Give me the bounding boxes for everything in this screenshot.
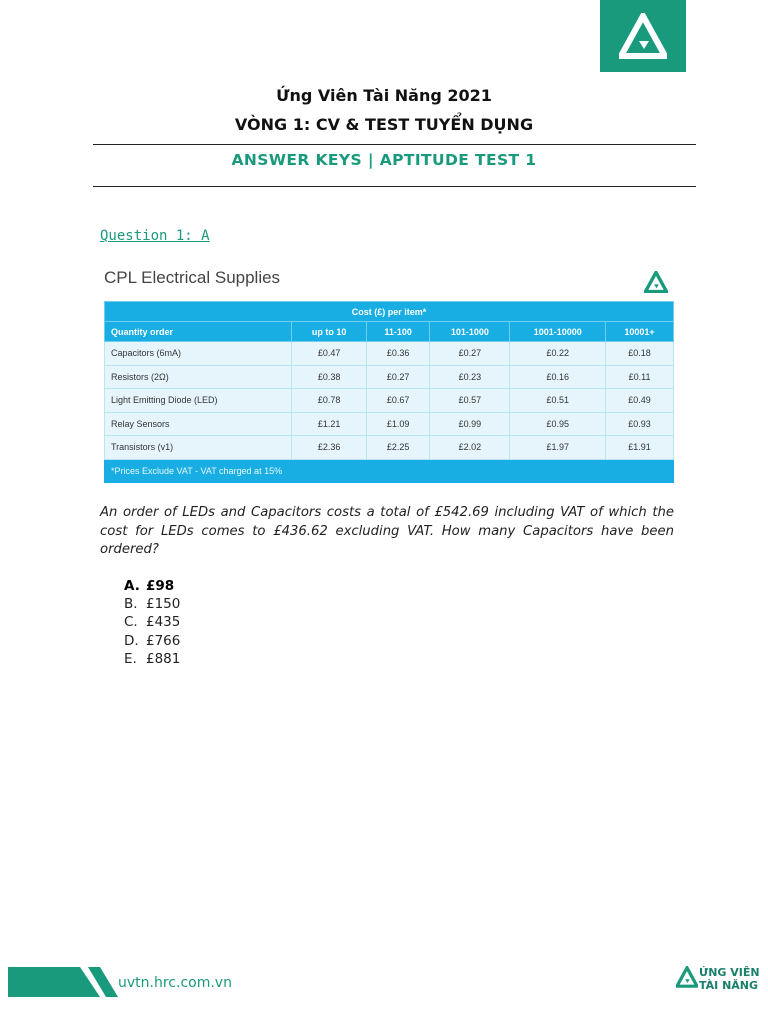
footer-brand-line1: ỨNG VIÊN (699, 966, 760, 979)
table-cell: £0.38 (292, 365, 366, 389)
answer-option-letter: C. (124, 614, 138, 631)
answer-options (124, 577, 180, 668)
table-column-header: 10001+ (606, 322, 674, 342)
table-cell: £0.27 (430, 342, 510, 366)
table-row-label: Transistors (v1) (105, 436, 292, 460)
table-cell: £2.02 (430, 436, 510, 460)
table-cell: £0.18 (606, 342, 674, 366)
table-row-label: Relay Sensors (105, 412, 292, 436)
answer-option-text: £435 (146, 614, 181, 631)
table-cell: £0.16 (510, 365, 606, 389)
table-row-label: Capacitors (6mA) (105, 342, 292, 366)
table-cell: £0.23 (430, 365, 510, 389)
divider-top (93, 144, 696, 145)
brand-logo (600, 0, 686, 72)
table-row (105, 365, 674, 389)
answer-option (124, 595, 180, 613)
table-column-header: 101-1000 (430, 322, 510, 342)
answer-option (124, 632, 180, 650)
table-cell: £0.51 (510, 389, 606, 413)
table-cell: £0.57 (430, 389, 510, 413)
table-cell: £0.47 (292, 342, 366, 366)
table-column-header: Quantity order (105, 322, 292, 342)
question-heading: Question 1: A (100, 228, 210, 244)
answer-option-text: £150 (146, 596, 181, 613)
table-cell: £1.09 (366, 412, 430, 436)
price-table (104, 301, 674, 483)
triangle-logo-icon (676, 966, 698, 988)
table-cell: £0.67 (366, 389, 430, 413)
page-title: Ứng Viên Tài Năng 2021 (276, 86, 492, 105)
table-cell: £2.25 (366, 436, 430, 460)
page-subtitle: VÒNG 1: CV & TEST TUYỂN DỤNG (234, 115, 534, 134)
table-cell: £0.93 (606, 412, 674, 436)
answer-option-letter: A. (124, 578, 140, 594)
answer-option (124, 577, 180, 595)
table-row-label: Resistors (2Ω) (105, 365, 292, 389)
section-title: ANSWER KEYS | APTITUDE TEST 1 (231, 151, 537, 169)
footer-brand (699, 966, 760, 992)
table-cell: £0.11 (606, 365, 674, 389)
table-group-header-row (105, 302, 674, 322)
table-row-label: Light Emitting Diode (LED) (105, 389, 292, 413)
table-cell: £0.22 (510, 342, 606, 366)
table-group-header: Cost (£) per item* (105, 302, 674, 322)
table-cell: £2.36 (292, 436, 366, 460)
table-cell: £0.27 (366, 365, 430, 389)
table-header-row (105, 322, 674, 342)
table-cell: £0.78 (292, 389, 366, 413)
table-row (105, 412, 674, 436)
answer-option-letter: D. (124, 632, 139, 649)
table-cell: £1.97 (510, 436, 606, 460)
table-card-title: CPL Electrical Supplies (104, 268, 281, 287)
question-text: An order of LEDs and Capacitors costs a total of £542.69 including VAT of which the cost for LEDs comes to £436.62 excluding VAT. How many Capacitors have been ordered? (100, 505, 674, 557)
table-cell: £0.95 (510, 412, 606, 436)
answer-option (124, 650, 180, 668)
table-row (105, 389, 674, 413)
table-cell: £0.49 (606, 389, 674, 413)
divider-bottom (93, 186, 696, 187)
table-footnote: *Prices Exclude VAT - VAT charged at 15% (105, 459, 674, 482)
table-body (105, 342, 674, 460)
footer-stripe (8, 967, 118, 997)
answer-option-text: £766 (146, 632, 181, 649)
answer-option (124, 613, 180, 631)
table-row (105, 342, 674, 366)
table-cell: £0.99 (430, 412, 510, 436)
answer-option-letter: E. (124, 650, 137, 667)
table-cell: £1.21 (292, 412, 366, 436)
table-column-header: 11-100 (366, 322, 430, 342)
triangle-logo-icon (644, 271, 668, 293)
table-cell: £1.91 (606, 436, 674, 460)
table-footer-row (105, 459, 674, 482)
triangle-logo-icon (619, 13, 667, 59)
answer-option-letter: B. (124, 596, 138, 613)
footer-url: uvtn.hrc.com.vn (118, 975, 232, 991)
answer-option-text: £98 (146, 578, 175, 594)
table-cell: £0.36 (366, 342, 430, 366)
table-column-header: 1001-10000 (510, 322, 606, 342)
answer-option-text: £881 (146, 650, 181, 667)
footer-brand-line2: TÀI NĂNG (699, 979, 759, 992)
table-row (105, 436, 674, 460)
table-column-header: up to 10 (292, 322, 366, 342)
